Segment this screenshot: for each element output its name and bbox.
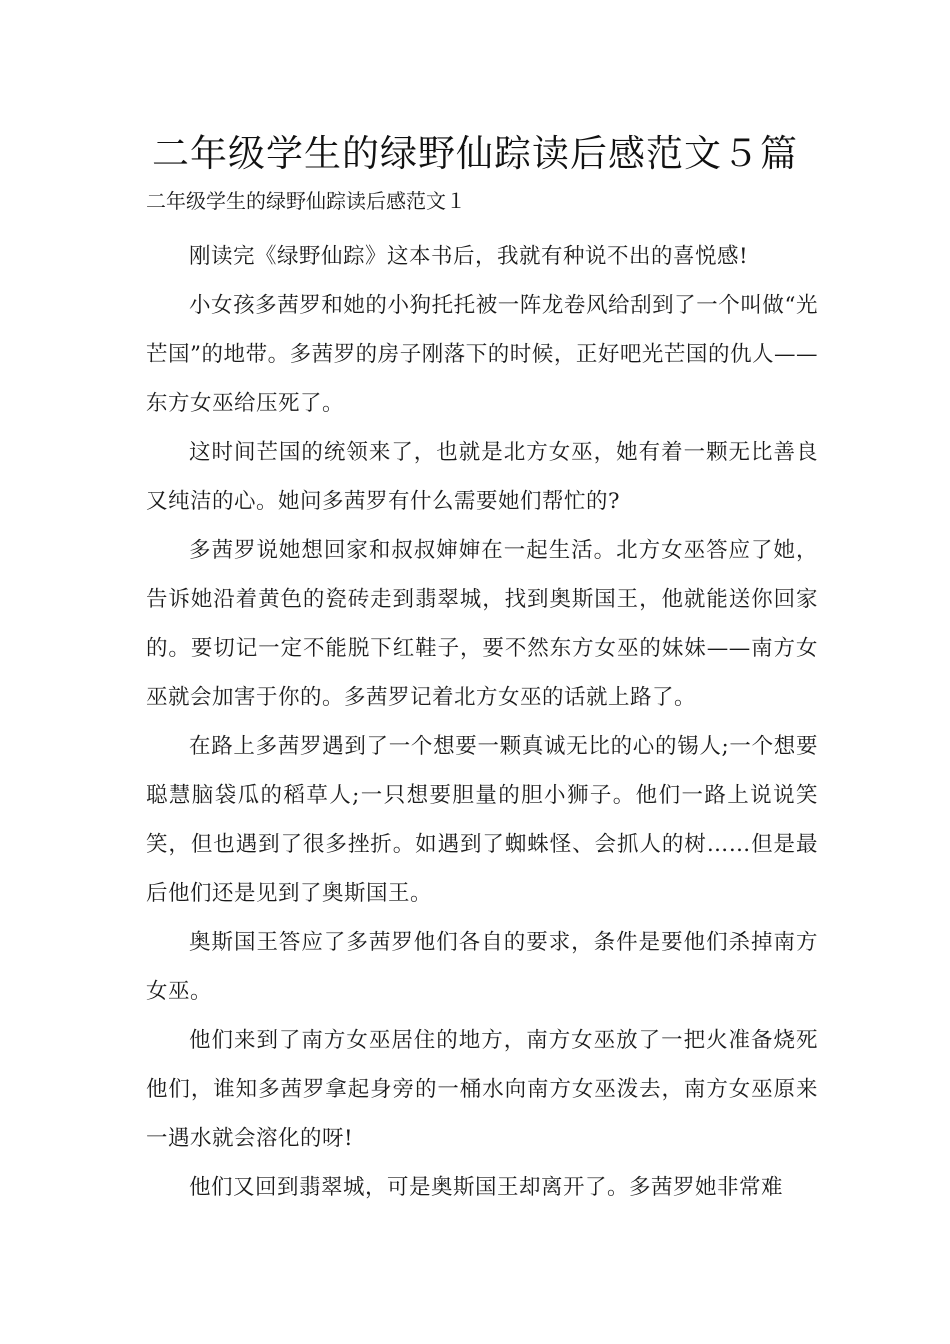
paragraph: 小女孩多茜罗和她的小狗托托被一阵龙卷风给刮到了一个叫做“光芒国”的地带。多茜罗的房子刚落下的时候，正好吧光芒国的仇人——东方女巫给压死了。 <box>146 293 818 416</box>
document-title: 二年级学生的绿野仙踪读后感范文５篇 <box>152 132 798 175</box>
paragraph: 刚读完《绿野仙踪》这本书后，我就有种说不出的喜悦感! <box>189 244 749 269</box>
paragraph: 奥斯国王答应了多茜罗他们各自的要求，条件是要他们杀掉南方女巫。 <box>146 930 818 1004</box>
paragraph: 在路上多茜罗遇到了一个想要一颗真诚无比的心的锡人;一个想要聪慧脑袋瓜的稻草人;一只想要胆量的胆小狮子。他们一路上说说笑笑，但也遇到了很多挫折。如遇到了蜘蛛怪、会抓人的树……但是最后他们还是见到了奥斯国王。 <box>146 734 818 906</box>
paragraph: 这时间芒国的统领来了，也就是北方女巫，她有着一颗无比善良又纯洁的心。她问多茜罗有什么需要她们帮忙的? <box>146 440 818 514</box>
paragraph: 他们又回到翡翠城，可是奥斯国王却离开了。多茜罗她非常难 <box>189 1175 784 1200</box>
paragraph: 多茜罗说她想回家和叔叔婶婶在一起生活。北方女巫答应了她，告诉她沿着黄色的瓷砖走到翡翠城，找到奥斯国王，他就能送你回家的。要切记一定不能脱下红鞋子，要不然东方女巫的妹妹——南方女巫就会加害于你的。多茜罗记着北方女巫的话就上路了。 <box>146 538 818 710</box>
article-body <box>146 232 818 1212</box>
section-subtitle: 二年级学生的绿野仙踪读后感范文１ <box>146 189 466 213</box>
paragraph: 他们来到了南方女巫居住的地方，南方女巫放了一把火准备烧死他们，谁知多茜罗拿起身旁的一桶水向南方女巫泼去，南方女巫原来一遇水就会溶化的呀! <box>146 1028 818 1151</box>
